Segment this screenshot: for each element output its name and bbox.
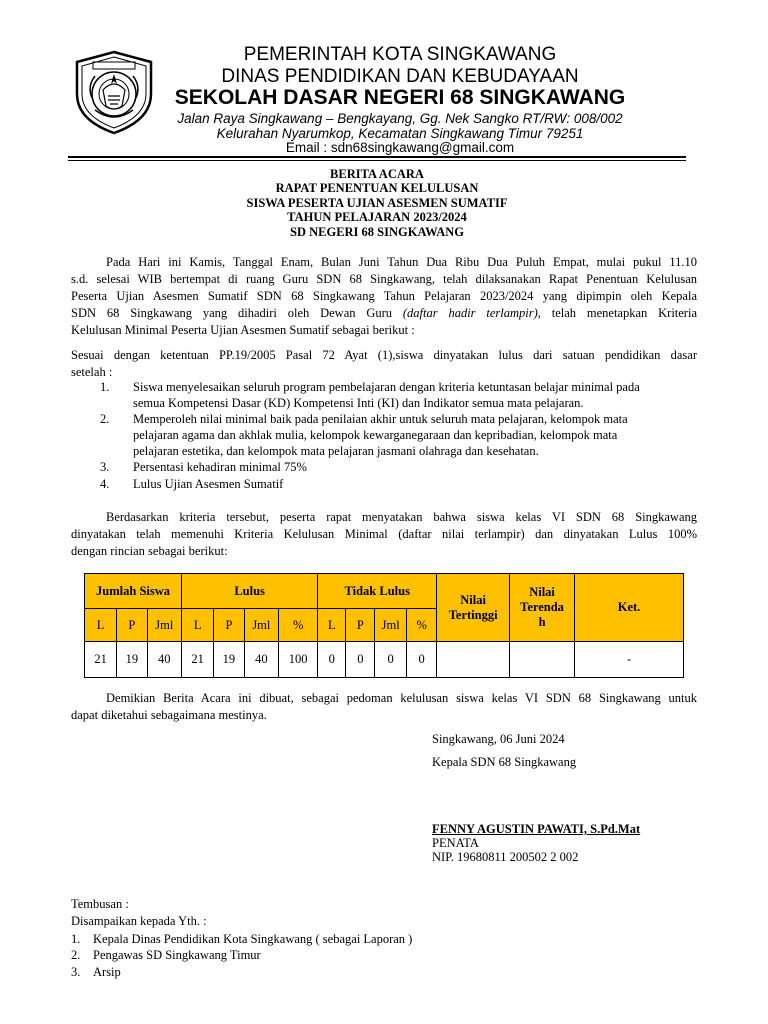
criteria-number: 4.: [100, 477, 110, 491]
table-row: [85, 642, 684, 678]
table-cell: 100: [279, 642, 318, 678]
table-cell: 21: [85, 642, 117, 678]
table-cell: 19: [214, 642, 244, 678]
address-line-1: Jalan Raya Singkawang – Bengkayang, Gg. Nek Sangko RT/RW: 008/002: [177, 111, 623, 126]
table-cell: 0: [375, 642, 407, 678]
table-cell: 0: [407, 642, 437, 678]
criteria-number: 3.: [100, 460, 110, 474]
document-subtitle-1: RAPAT PENENTUAN KELULUSAN: [275, 181, 479, 195]
cc-recipient-intro: Disampaikan kepada Yth. :: [71, 914, 207, 928]
cc-number: 1.: [71, 932, 81, 946]
criteria-item: Lulus Ujian Asesmen Sumatif: [133, 477, 284, 491]
criteria-item: Persentasi kehadiran minimal 75%: [133, 460, 307, 474]
subheader-cell: Jml: [244, 609, 279, 642]
opening-paragraph: Pada Hari ini Kamis, Tanggal Enam, Bulan Juni Tahun Dua Ribu Dua Puluh Empat, mulai pukul 11.10 s.d. selesai WIB bertempat di ruang Guru SDN 68 Singkawang, telah dilaksanakan Rapat Penentuan Kelulusan Peserta Ujian Asesmen Sumatif SDN 68 Singkawang Tahun Pelajaran 2023/2024 yang dipimpin oleh Kepala SDN 68 Singkawang yang dihadiri oleh Dewan Guru (daftar hadir terlampir), telah menetapkan Kriteria Kelulusan Minimal Peserta Ujian Asesmen Sumatif sebagai berikut :: [71, 255, 697, 337]
signature-place-date: Singkawang, 06 Juni 2024: [432, 732, 565, 746]
letterhead-divider-thin: [68, 160, 686, 161]
criteria-number: 2.: [100, 412, 110, 426]
cc-number: 2.: [71, 948, 81, 962]
header-keterangan: Ket.: [575, 574, 684, 642]
header-jumlah-siswa: Jumlah Siswa: [85, 574, 182, 609]
government-name: PEMERINTAH KOTA SINGKAWANG: [243, 44, 557, 65]
criteria-item: Memperoleh nilai minimal baik pada penilaian akhir untuk seluruh mata pelajaran, kelompok mata pelajaran agama dan akhlak mulia, kelompok kewarganegaraan dan kepribadian, kelompok mata pelajaran estetika, dan kelompok mata pelajaran jasmani olahraga dan kesehatan.: [133, 412, 628, 458]
subheader-cell: P: [117, 609, 147, 642]
subheader-cell: P: [346, 609, 375, 642]
subheader-cell: %: [279, 609, 318, 642]
criteria-intro: Sesuai dengan ketentuan PP.19/2005 Pasal 72 Ayat (1),siswa dinyatakan lulus dari satuan pendidikan dasar setelah :: [71, 348, 697, 379]
letterhead-divider-thick: [68, 156, 686, 158]
header-lulus: Lulus: [182, 574, 318, 609]
document-title: BERITA ACARA: [330, 167, 424, 181]
subheader-cell: P: [214, 609, 244, 642]
signatory-name: FENNY AGUSTIN PAWATI, S.Pd.Mat: [432, 822, 641, 836]
table-cell: -: [575, 642, 684, 678]
subheader-cell: L: [85, 609, 117, 642]
cc-item: Arsip: [93, 965, 121, 979]
table-cell: 21: [182, 642, 214, 678]
cc-number: 3.: [71, 965, 81, 979]
document-subtitle-4: SD NEGERI 68 SINGKAWANG: [290, 225, 464, 239]
table-cell: 19: [117, 642, 147, 678]
city-emblem-logo: [73, 50, 155, 135]
subheader-cell: Jml: [147, 609, 182, 642]
cc-heading: Tembusan :: [71, 897, 129, 911]
subheader-cell: Jml: [375, 609, 407, 642]
criteria-item: Siswa menyelesaikan seluruh program pembelajaran dengan kriteria ketuntasan belajar minimal pada semua Kompetensi Dasar (KD) Kompetensi Inti (KI) dan Indikator semua mata pelajaran.: [133, 380, 640, 410]
signatory-rank: PENATA: [432, 836, 479, 850]
table-cell: 40: [244, 642, 279, 678]
department-name: DINAS PENDIDIKAN DAN KEBUDAYAAN: [221, 66, 579, 87]
header-tidak-lulus: Tidak Lulus: [318, 574, 437, 609]
table-cell: 0: [318, 642, 346, 678]
subheader-cell: L: [182, 609, 214, 642]
document-subtitle-2: SISWA PESERTA UJIAN ASESMEN SUMATIF: [246, 196, 508, 210]
table-cell: 40: [147, 642, 182, 678]
decision-paragraph: Berdasarkan kriteria tersebut, peserta rapat menyatakan bahwa siswa kelas VI SDN 68 Singkawang dinyatakan telah memenuhi Kriteria Kelulusan Minimal (daftar nilai terlampir) dan dinyatakan Lulus 100% dengan rincian sebagai berikut:: [71, 510, 697, 558]
closing-paragraph: Demikian Berita Acara ini dibuat, sebagai pedoman kelulusan siswa kelas VI SDN 68 Singkawang untuk dapat diketahui sebagaimana mestinya.: [71, 691, 697, 722]
criteria-number: 1.: [100, 380, 110, 394]
address-line-2: Kelurahan Nyarumkop, Kecamatan Singkawang Timur 79251: [216, 126, 584, 141]
cc-item: Pengawas SD Singkawang Timur: [93, 948, 261, 962]
email-line: Email : sdn68singkawang@gmail.com: [285, 140, 515, 155]
signatory-nip: NIP. 19680811 200502 2 002: [432, 850, 579, 864]
table-cell: [510, 642, 575, 678]
header-nilai-tertinggi: Nilai Tertinggi: [437, 574, 510, 642]
graduation-results-table: [84, 573, 684, 678]
header-nilai-terendah: Nilai Terenda h: [510, 574, 575, 642]
document-subtitle-3: TAHUN PELAJARAN 2023/2024: [287, 210, 467, 224]
subheader-cell: %: [407, 609, 437, 642]
cc-item: Kepala Dinas Pendidikan Kota Singkawang ( sebagai Laporan ): [93, 932, 413, 946]
table-cell: 0: [346, 642, 375, 678]
school-name: SEKOLAH DASAR NEGERI 68 SINGKAWANG: [174, 86, 626, 109]
table-cell: [437, 642, 510, 678]
signature-position: Kepala SDN 68 Singkawang: [432, 755, 577, 769]
subheader-cell: L: [318, 609, 346, 642]
